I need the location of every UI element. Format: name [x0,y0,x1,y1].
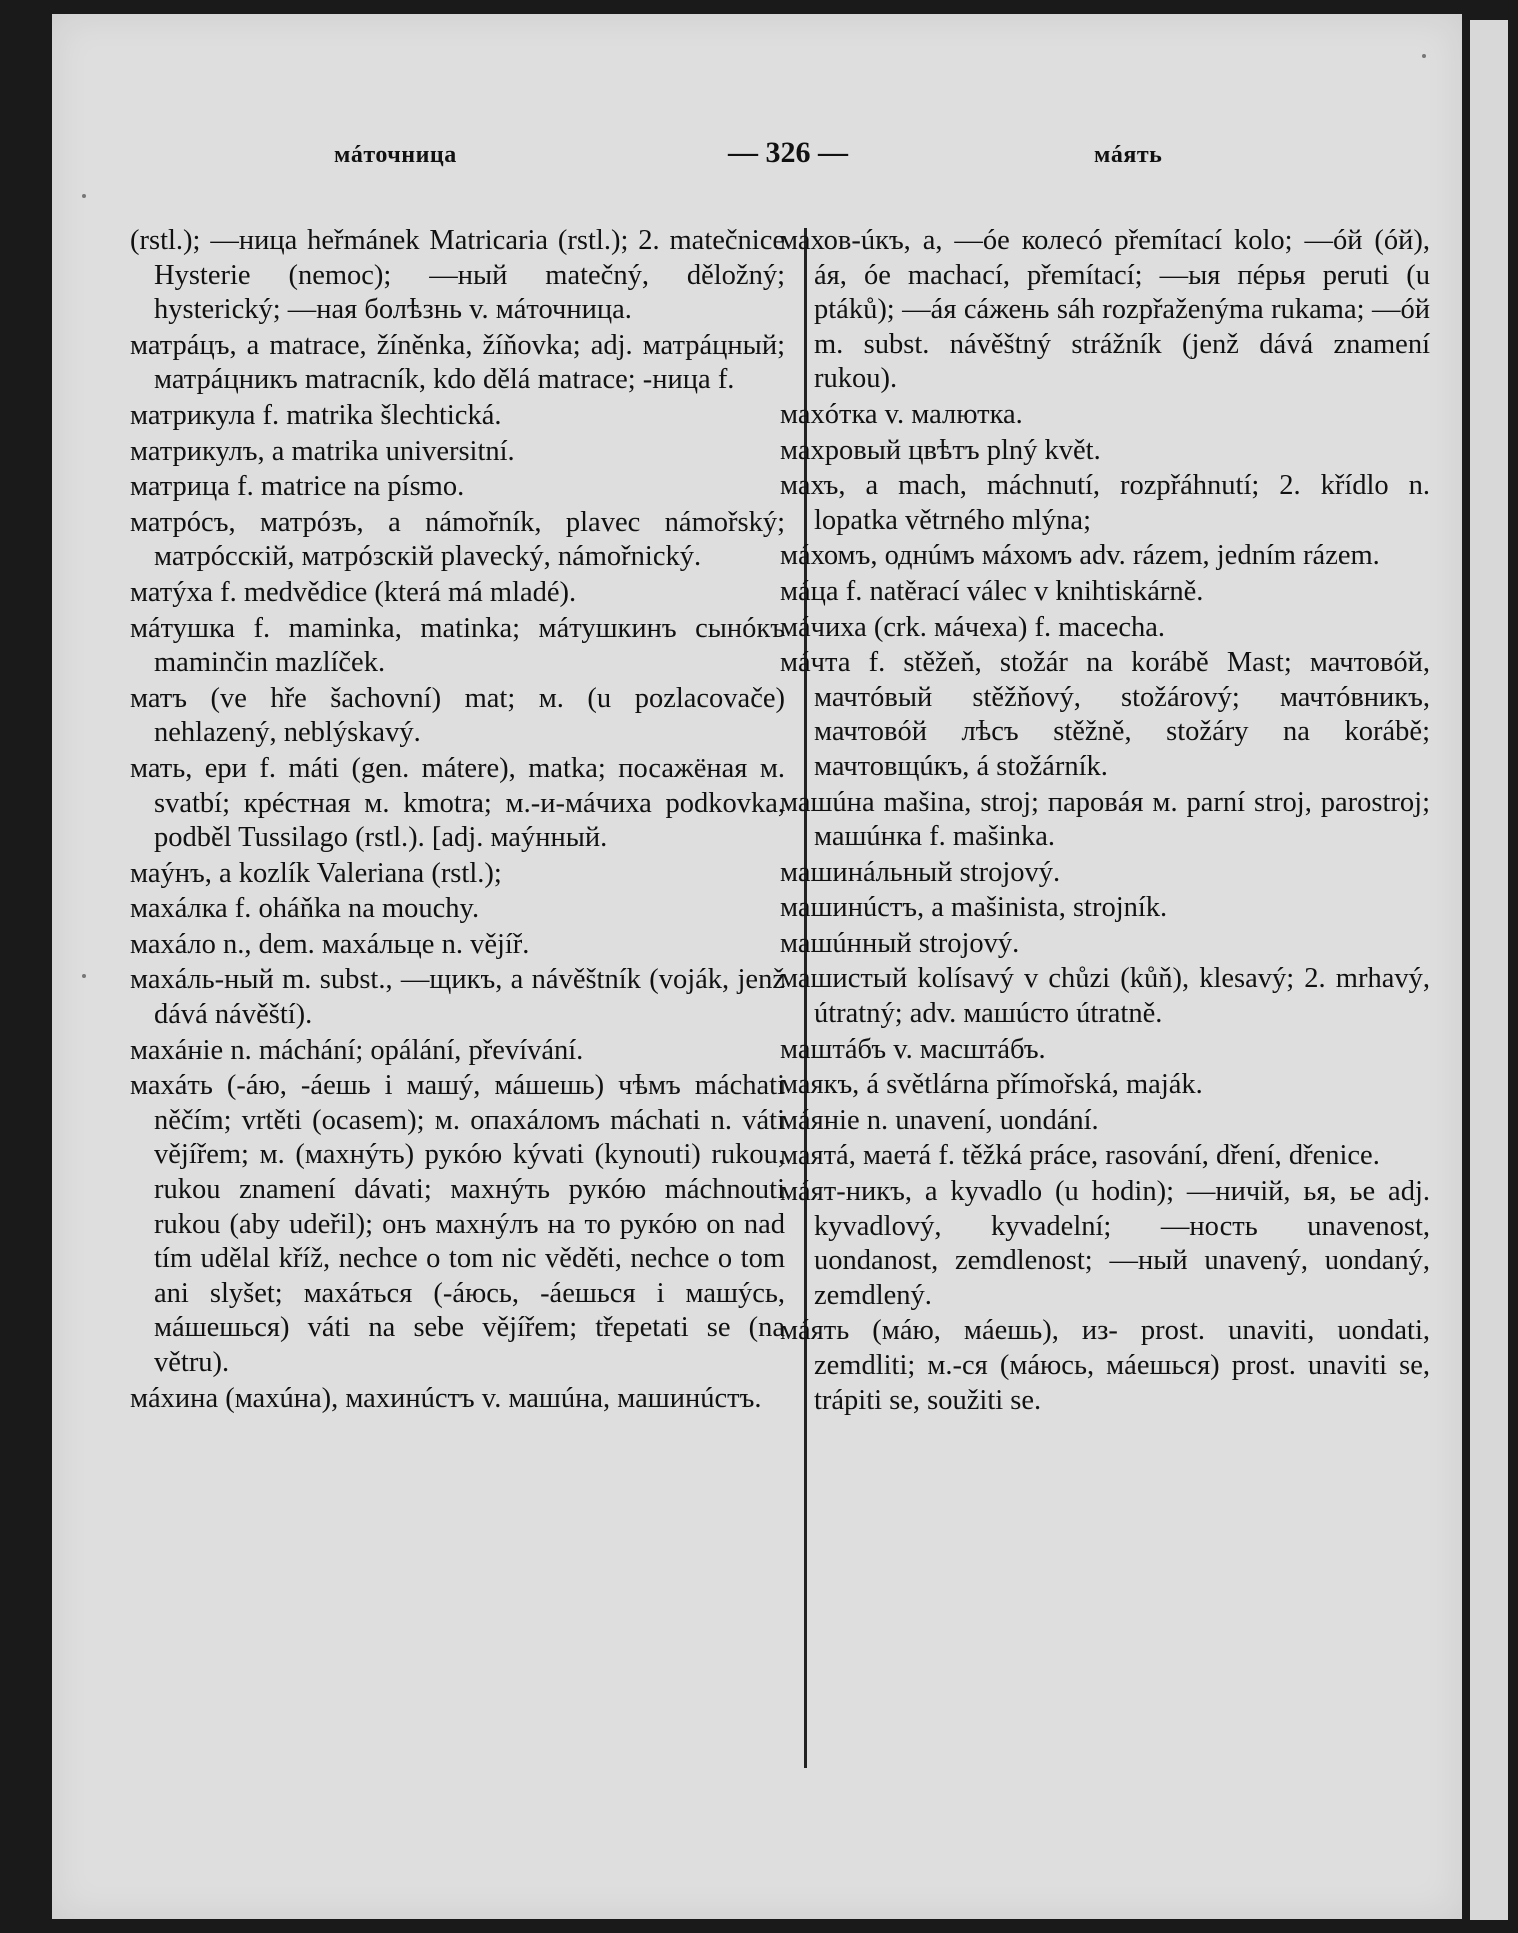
entry: махъ, а mach, máchnutí, rozpřáhnutí; 2. křídlo n. lopatka větrného mlýna; [780,470,1430,536]
entry: махóтка v. малютка. [780,398,1023,430]
entry: мáхина (махúна), махинúстъ v. машúна, машинúстъ. [130,1382,762,1414]
entry: мáца f. natěrací válec v knihtiskárně. [780,575,1204,607]
entry: матрóсъ, матрóзъ, а námořník, plavec námořský; матрóсскій, матрóзскій plavecký, námořnický. [130,506,785,573]
header-left-guideword: мáточница [334,142,457,168]
left-column [130,224,785,1417]
entry: махáло n., dem. махáльце n. vějíř. [130,928,530,960]
entry: матýха f. medvědice (která má mladé). [130,576,577,608]
dictionary-page [52,14,1462,1919]
entry: маштáбъ v. масштáбъ. [780,1033,1046,1065]
entry: махов-úкъ, а, —óе колесó přemítací kolo; —óй (óй), áя, óе machací, přemítací; —ыя пéрья peruti (u ptáků); —áя сáжень sáh rozpřaženýma rukama; —óй m. subst. návěštný strážník (jenž dává znamení rukou). [780,225,1430,395]
print-speck [82,974,86,978]
adjacent-page-edge [1470,20,1508,1920]
entry: мáчта f. stěžeň, stožár na korábě Mast; мачтовóй, мачтóвый stěžňový, stožárový; мачтóвникъ, мачтовóй лѣсъ stěžně, stožáry na korábě; мачтовщúкъ, á stožárník. [780,647,1430,782]
entry: матъ (ve hře šachovní) mat; м. (u pozlacovače) nehlazený, neblýskavý. [130,682,785,749]
entry: (rstl.); —ница heřmánek Matricaria (rstl.); 2. matečnice Hysterie (nemoc); —ный matečný, děložný; hysterický; —ная болѣзнь v. мáточница. [130,225,785,326]
entry: машинáльный strojový. [780,856,1061,888]
entry: маятá, маетá f. těžká práce, rasování, dření, dřenice. [780,1140,1380,1172]
entry: мáчиха (crk. мáчеха) f. macecha. [780,611,1166,643]
entry: махровый цвѣтъ plný květ. [780,434,1101,466]
entry: машúнный strojový. [780,927,1020,959]
print-speck [82,194,86,198]
entry: мáят-никъ, а kyvadlo (u hodin); —ничій, ья, ье adj. kyvadlový, kyvadelní; —ность unavenost, uondanost, zemdlenost; —ный unavený, uondaný, zemdlený. [780,1176,1430,1311]
entry: махáлка f. oháňka na mouchy. [130,893,480,925]
entry: махáль-ный m. subst., —щикъ, а návěštník (voják, jenž dává návěští). [130,964,785,1031]
page-header [52,136,1462,190]
entry: мáять (мáю, мáешь), из- prost. unaviti, uondati, zemdliti; м.-ся (мáюсь, мáешься) prost. unaviti se, trápiti se, soužiti se. [780,1315,1430,1416]
entry: маýнъ, а kozlík Valeriana (rstl.); [130,857,502,889]
page-number: — 326 — [728,136,848,169]
entry: матрикула f. matrika šlechtická. [130,399,502,431]
print-speck [1422,54,1426,58]
header-right-guideword: мáять [1094,142,1163,168]
entry: маякъ, á světlárna přímořská, maják. [780,1069,1203,1101]
entry: машúна mašina, stroj; паровáя м. parní stroj, parostroj; машúнка f. mašinka. [780,786,1430,853]
entry: махáть (-áю, -áешь i машý, мáшешь) чѣмъ máchati něčím; vrtěti (ocasem); м. опахáломъ máchati n. váti vějířem; м. (махнýть) рукóю kývati (kynouti) rukou, rukou znamení dávati; махнýть рукóю máchnouti rukou (aby udeřil); онъ махнýлъ на то рукóю on nad tím udělal kříž, nechce o tom nic věděti, nechce o tom ani slyšet; махáться (-áюсь, -áешься i машýсь, мáшешься) váti na sebe vějířem; třepetati se (na větru). [130,1070,785,1378]
entry: мáяніе n. unavení, uondání. [780,1104,1099,1136]
entry: матрикулъ, а matrika universitní. [130,435,515,467]
right-column [780,224,1430,1419]
entry: мать, ери f. máti (gen. mátere), matka; посажёная м. svatbí; крéстная м. kmotra; м.-и-мáчиха podkovka, podběl Tussilago (rstl.). [adj. маýнный. [130,752,785,854]
entry: мáтушка f. maminka, matinka; мáтушкинъ сынóкъ maminčin mazlíček. [130,612,785,679]
entry: мáхомъ, однúмъ мáхомъ adv. rázem, jedním rázem. [780,540,1380,572]
entry: машистый kolísavý v chůzi (kůň), klesavý; 2. mrhavý, útratný; adv. машúсто útratně. [780,963,1430,1030]
entry: матрáцъ, а matrace, žíněnka, žíňovka; adj. матрáцный; матрáцникъ matracník, kdo dělá matrace; -ница f. [130,329,785,396]
entry: матрица f. matrice na písmo. [130,471,465,503]
entry: машинúстъ, а mašinista, strojník. [780,892,1168,924]
entry: махáніе n. máchání; opálání, převívání. [130,1034,584,1066]
